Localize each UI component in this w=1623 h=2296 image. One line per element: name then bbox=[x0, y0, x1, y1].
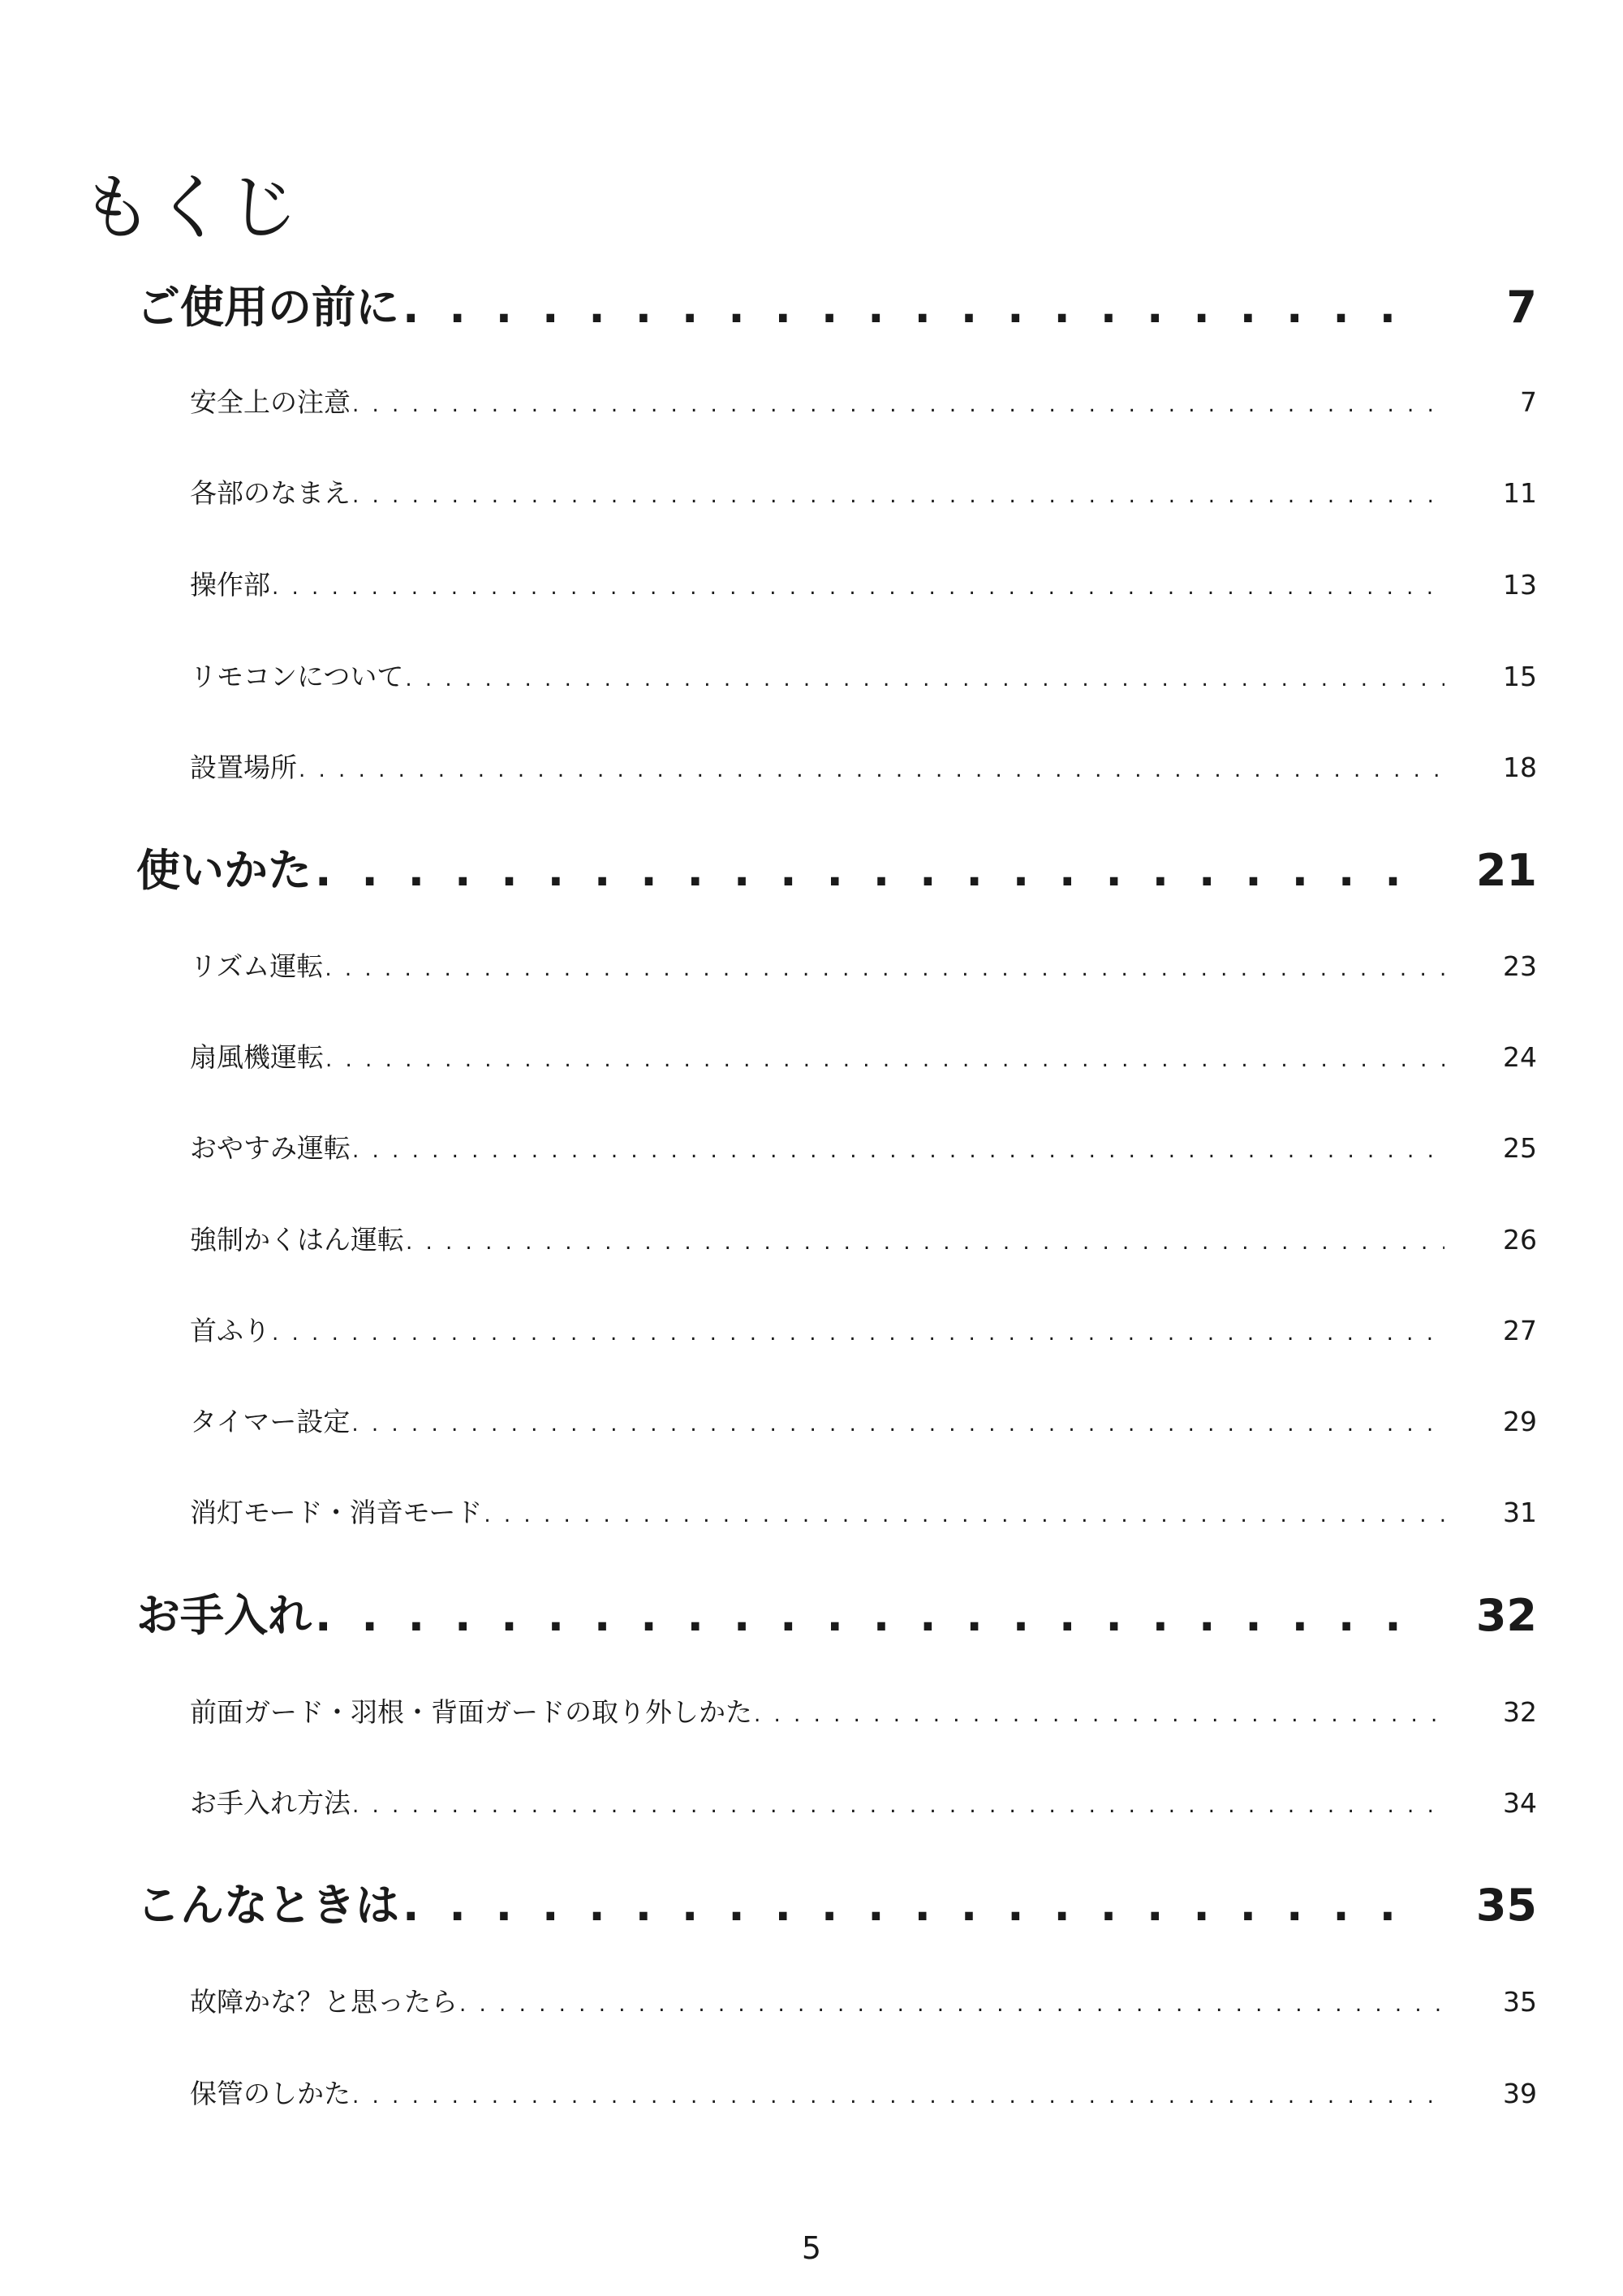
toc-section[interactable] bbox=[136, 1581, 1537, 1649]
dot-leader bbox=[272, 1321, 1444, 1346]
toc-item[interactable] bbox=[190, 1310, 1537, 1355]
dot-leader bbox=[403, 1880, 1425, 1931]
toc-item-label: 前面ガード・羽根・背面ガードの取り外しかた bbox=[190, 1696, 752, 1728]
dot-leader bbox=[352, 1139, 1444, 1163]
toc-item[interactable] bbox=[190, 381, 1537, 427]
dot-leader bbox=[484, 1503, 1444, 1527]
toc-item-label: 安全上の注意 bbox=[190, 386, 351, 418]
toc-item-label: リズム運転 bbox=[190, 950, 324, 982]
toc-item-label: リモコンについて bbox=[190, 661, 404, 692]
toc-item[interactable] bbox=[190, 1691, 1537, 1737]
dot-leader bbox=[754, 1703, 1444, 1727]
toc-section[interactable] bbox=[136, 273, 1537, 341]
toc-item[interactable] bbox=[190, 747, 1537, 792]
toc-item-page: 23 bbox=[1503, 950, 1537, 982]
toc-item-label: 消灯モード・消音モード bbox=[190, 1497, 483, 1528]
toc-item-label: 操作部 bbox=[190, 569, 270, 601]
toc-item-label: 各部のなまえ bbox=[190, 477, 351, 509]
dot-leader bbox=[459, 1992, 1444, 2017]
toc-section[interactable] bbox=[136, 1871, 1537, 1939]
toc-item-page: 39 bbox=[1503, 2078, 1537, 2109]
toc-item-label: 強制かくはん運転 bbox=[190, 1224, 404, 1256]
toc-item-label: 故障かな？と思ったら bbox=[190, 1986, 458, 2018]
toc-section[interactable] bbox=[136, 836, 1537, 904]
toc-item[interactable] bbox=[190, 472, 1537, 518]
toc-item-page: 34 bbox=[1503, 1787, 1537, 1819]
toc-item[interactable] bbox=[190, 656, 1537, 701]
toc-item[interactable] bbox=[190, 564, 1537, 610]
dot-leader bbox=[325, 1048, 1444, 1072]
toc-item-page: 18 bbox=[1503, 752, 1537, 783]
dot-leader bbox=[352, 1794, 1444, 1818]
toc-item-page: 13 bbox=[1503, 569, 1537, 601]
dot-leader bbox=[352, 2084, 1444, 2109]
toc-item[interactable] bbox=[190, 1782, 1537, 1828]
toc-item-page: 27 bbox=[1503, 1315, 1537, 1346]
toc-item-label: 扇風機運転 bbox=[190, 1041, 324, 1073]
toc-section-page: 35 bbox=[1475, 1880, 1537, 1931]
toc-item-page: 35 bbox=[1503, 1986, 1537, 2018]
toc-section-label: お手入れ bbox=[136, 1590, 312, 1641]
dot-leader bbox=[325, 957, 1444, 981]
toc-section-label: 使いかた bbox=[136, 845, 312, 896]
dot-leader bbox=[406, 1230, 1444, 1255]
dot-leader bbox=[315, 845, 1425, 896]
toc-item[interactable] bbox=[190, 1127, 1537, 1173]
dot-leader bbox=[405, 667, 1444, 691]
toc-item-label: 首ふり bbox=[190, 1315, 270, 1346]
page-number: 5 bbox=[801, 2230, 822, 2266]
toc-item[interactable] bbox=[190, 1401, 1537, 1446]
dot-leader bbox=[315, 1590, 1425, 1641]
toc-item-label: お手入れ方法 bbox=[190, 1787, 351, 1819]
toc-item-page: 32 bbox=[1503, 1696, 1537, 1728]
dot-leader bbox=[351, 1412, 1444, 1437]
toc-item-label: タイマー設定 bbox=[190, 1406, 351, 1437]
toc-item-page: 11 bbox=[1503, 477, 1537, 509]
toc-item-page: 24 bbox=[1503, 1041, 1537, 1073]
toc-item-page: 25 bbox=[1503, 1132, 1537, 1164]
toc-item-label: 保管のしかた bbox=[190, 2078, 351, 2109]
toc-item-page: 15 bbox=[1503, 661, 1537, 692]
toc-section-label: こんなときは bbox=[136, 1880, 399, 1931]
toc-item[interactable] bbox=[190, 1219, 1537, 1264]
dot-leader bbox=[403, 282, 1425, 333]
toc-section-page: 21 bbox=[1475, 845, 1537, 896]
toc-item[interactable] bbox=[190, 1981, 1537, 2027]
toc-section-label: ご使用の前に bbox=[136, 282, 399, 333]
toc-item[interactable] bbox=[190, 946, 1537, 991]
toc-section-page: 7 bbox=[1506, 282, 1537, 333]
toc-item-page: 7 bbox=[1520, 386, 1537, 418]
toc-item[interactable] bbox=[190, 2073, 1537, 2118]
toc-section-page: 32 bbox=[1475, 1590, 1537, 1641]
page-title: もくじ bbox=[81, 166, 301, 249]
toc-item[interactable] bbox=[190, 1492, 1537, 1537]
dot-leader bbox=[352, 393, 1444, 417]
toc-item-page: 29 bbox=[1503, 1406, 1537, 1437]
toc-item-label: おやすみ運転 bbox=[190, 1132, 351, 1164]
toc-item-label: 設置場所 bbox=[190, 752, 297, 783]
dot-leader bbox=[299, 758, 1444, 782]
toc-item[interactable] bbox=[190, 1036, 1537, 1082]
dot-leader bbox=[272, 575, 1444, 600]
toc-item-page: 26 bbox=[1503, 1224, 1537, 1256]
toc-item-page: 31 bbox=[1503, 1497, 1537, 1528]
dot-leader bbox=[352, 484, 1444, 508]
